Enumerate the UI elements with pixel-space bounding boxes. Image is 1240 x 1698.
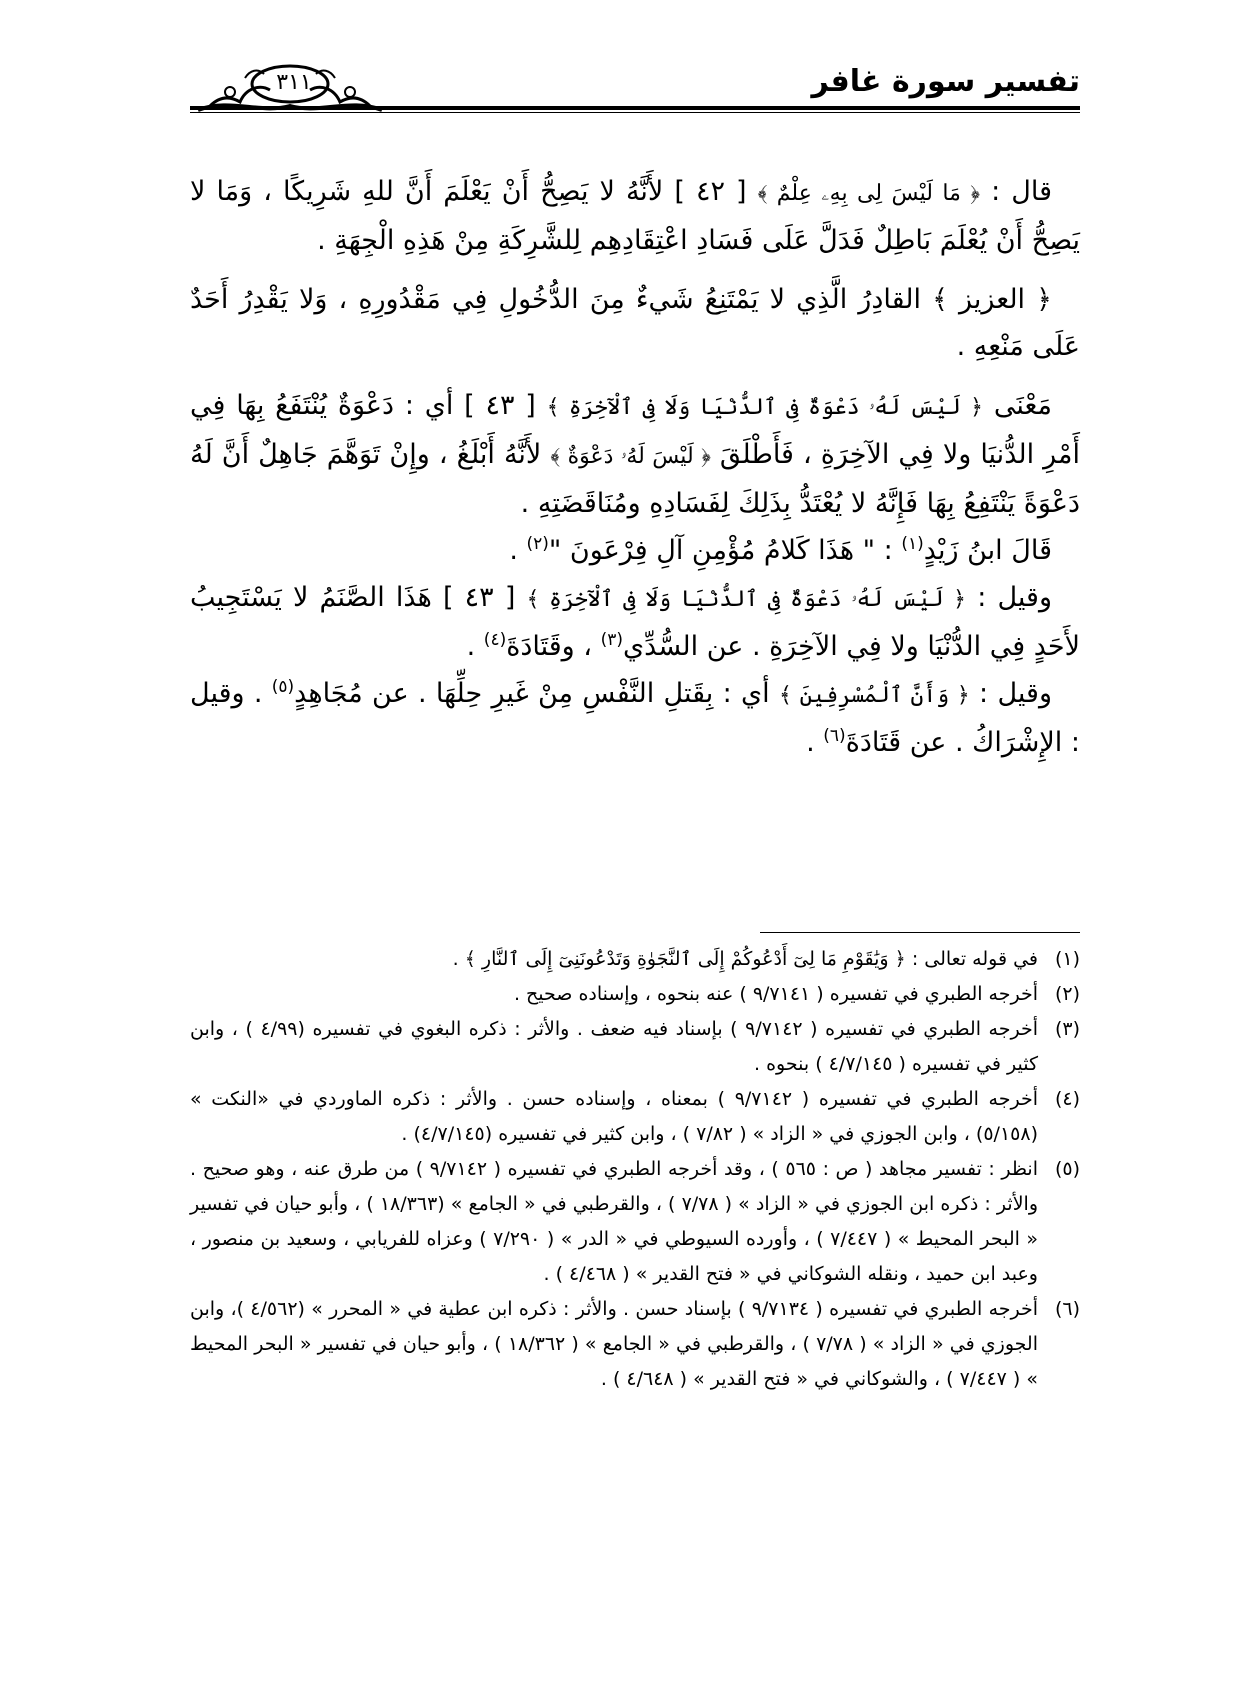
footnote-ref[interactable]: (٣)	[600, 630, 624, 650]
footnote-number: (٢)	[1054, 983, 1080, 1005]
footnote-number: (١)	[1054, 948, 1080, 970]
footnote-ref[interactable]: (٥)	[271, 677, 295, 697]
footnote-text: أخرجه الطبري في تفسيره ( ٩/٧١٣٤ ) بإسناد حسن . والأثر : ذكره ابن عطية في « المحرر » (٤/٥٦٢ )، وابن الجوزي في « الزاد » ( ٧/٧٨ ) ، والقرطبي في « الجامع » ( ١٨/٣٦٢ ) ، وأبو حيان في تفسير « البحر المحيط » ( ٧/٤٤٧ ) ، والشوكاني في « فتح القدير » ( ٤/٦٤٨ ) .	[190, 1298, 1039, 1390]
text-run: قَالَ ابنُ زَيْدٍ	[923, 535, 1052, 566]
footnote-text: في قوله تعالى : ﴿ وَيَٰقَوْمِ مَا لِىٓ أَدْعُوكُمْ إِلَى ٱلنَّجَوٰةِ وَتَدْعُونَنِىٓ إِلَى ٱلنَّارِ ﴾ .	[452, 948, 1038, 970]
footnote-ref[interactable]: (٦)	[823, 726, 846, 746]
text-run: لأَنَّهُ أَبْلَغُ ، وإِنْ تَوَهَّمَ جَاهِلٌ أَنَّ لَهُ دَعْوَةً يَنْتَفِعُ بِهَا فَإِنَّهُ لا يُعْتَدُّ بِذَلِكَ لِفَسَادِهِ ومُنَاقَضَتِهِ .	[190, 439, 1080, 519]
footnote-text: أخرجه الطبري في تفسيره ( ٩/٧١٤٢ ) بإسناد فيه ضعف . والأثر : ذكره البغوي في تفسيره (٤/٩٩ ) ، وابن كثير في تفسيره ( ٤/٧/١٤٥ ) بنحوه .	[190, 1018, 1038, 1075]
quran-verse: ﴿ لَيْسَ لَهُۥ دَعْوَةٌ ﴾	[550, 444, 711, 469]
text-run: [ ٤٣ ] أي : دَعْوَةٌ يُنْتَفَعُ بِهَا فِي أَمْرِ الدُّنيَا ولا فِي الآخِرَةِ ، فَأَطْلَقَ	[190, 390, 1080, 470]
footnote-text: انظر : تفسير مجاهد ( ص : ٥٦٥ ) ، وقد أخرجه الطبري في تفسيره ( ٩/٧١٤٢ ) من طرق عنه ، وهو صحيح . والأثر : ذكره ابن الجوزي في « الزاد » ( ٧/٧٨ ) ، والقرطبي في « الجامع » (١٨/٣٦٣ ) ، وأبو حيان في تفسير « البحر المحيط » ( ٧/٤٤٧ ) ، وأورده السيوطي في « الدر » ( ٧/٢٩٠ ) وعزاه للفريابي ، وسعيد بن منصور ، وعبد ابن حميد ، ونقله الشوكاني في « فتح القدير » ( ٤/٤٦٨ ) .	[190, 1158, 1038, 1285]
footnote-text: أخرجه الطبري في تفسيره ( ٩/٧١٤١ ) عنه بنحوه ، وإسناده صحيح .	[513, 983, 1038, 1005]
text-run: ﴿ العزيز ﴾ القادِرُ الَّذِي لا يَمْتَنِعُ شَيءٌ مِنَ الدُّخُولِ فِي مَقْدُورِهِ ، وَلا يَقْدِرُ أَحَدٌ عَلَى مَنْعِهِ .	[190, 284, 1080, 362]
footnote	[190, 942, 1080, 977]
text-run: .	[806, 727, 824, 758]
footnote-number: (٥)	[1054, 1158, 1080, 1180]
quran-verse: ﴿ لَيْسَ لَهُۥ دَعْوَةٌ فِى ٱلدُّنْيَا وَلَا فِى ٱلْآخِرَةِ ﴾	[526, 587, 967, 612]
text-run: [ ٤٣ ] هَذَا الصَّنَمُ لا يَسْتَجِيبُ لأَحَدٍ فِي الدُّنْيَا ولا فِي الآخِرَةِ . عن السُّدِّي	[190, 582, 1080, 662]
header-title: تفسير سورة غافر	[811, 64, 1080, 99]
text-run: .	[509, 535, 527, 566]
paragraph	[190, 276, 1080, 370]
page-header	[190, 62, 1080, 112]
footnote-ref[interactable]: (٢)	[526, 534, 549, 554]
text-run: قال :	[980, 176, 1052, 207]
header-rule	[190, 106, 1080, 110]
text-run: أي : بِقَتلِ النَّفْسِ مِنْ غَيرِ حِلِّهَا . عن مُجَاهِدٍ	[294, 678, 779, 709]
paragraph	[190, 670, 1080, 766]
main-text	[190, 168, 1080, 766]
footnote-separator	[760, 932, 1080, 933]
footnote	[190, 1012, 1080, 1082]
text-run: مَعْنَى	[983, 390, 1052, 421]
page-number: ٣١١	[276, 70, 312, 95]
footnote	[190, 1152, 1080, 1292]
footnote-number: (٤)	[1054, 1088, 1080, 1110]
text-run: ، وقَتَادَةَ	[506, 631, 601, 662]
text-run: [ ٤٢ ] لأَنَّهُ لا يَصِحُّ أَنْ يَعْلَمَ أَنَّ للهِ شَرِيكًا ، وَمَا لا يَصِحُّ أَنْ يُعْلَمَ بَاطِلٌ فَدَلَّ عَلَى فَسَادِ اعْتِقَادِهِم لِلشَّرِكَةِ مِنْ هَذِهِ الْجِهَةِ .	[190, 176, 1080, 256]
footnote-number: (٦)	[1054, 1298, 1080, 1320]
paragraph	[190, 574, 1080, 670]
footnote-text: أخرجه الطبري في تفسيره ( ٩/٧١٤٢ ) بمعناه ، وإسناده حسن . والأثر : ذكره الماوردي في «النكت » (٥/١٥٨) ، وابن الجوزي في « الزاد » ( ٧/٨٢ ) ، وابن كثير في تفسيره (٤/٧/١٤٥) .	[190, 1088, 1038, 1145]
footnote-ref[interactable]: (١)	[901, 534, 924, 554]
header-rule-thin	[190, 112, 1080, 113]
footnote	[190, 1292, 1080, 1397]
text-run: وقيل :	[966, 582, 1052, 613]
text-run: . وقيل : الإِشْرَاكُ . عن قَتَادَةَ	[190, 678, 1080, 758]
quran-verse: ﴿ لَيْسَ لَهُۥ دَعْوَةٌ فِى ٱلدُّنْيَا وَلَا فِى ٱلْآخِرَةِ ﴾	[546, 395, 984, 420]
footnote	[190, 977, 1080, 1012]
paragraph	[190, 168, 1080, 264]
text-run: : " هَذَا كَلامُ مُؤْمِنِ آلِ فِرْعَونَ "	[548, 535, 902, 566]
text-run: .	[466, 631, 484, 662]
footnote-number: (٣)	[1054, 1018, 1080, 1040]
footnotes	[190, 942, 1080, 1397]
paragraph	[190, 527, 1080, 574]
footnote-ref[interactable]: (٤)	[483, 630, 507, 650]
footnote	[190, 1082, 1080, 1152]
paragraph	[190, 382, 1080, 527]
text-run: وقيل :	[969, 678, 1052, 709]
quran-verse: ﴿ مَا لَيْسَ لِى بِهِۦ عِلْمٌ ﴾	[757, 181, 981, 206]
quran-verse: ﴿ وَأَنَّ ٱلْمُسْرِفِينَ ﴾	[778, 683, 970, 708]
